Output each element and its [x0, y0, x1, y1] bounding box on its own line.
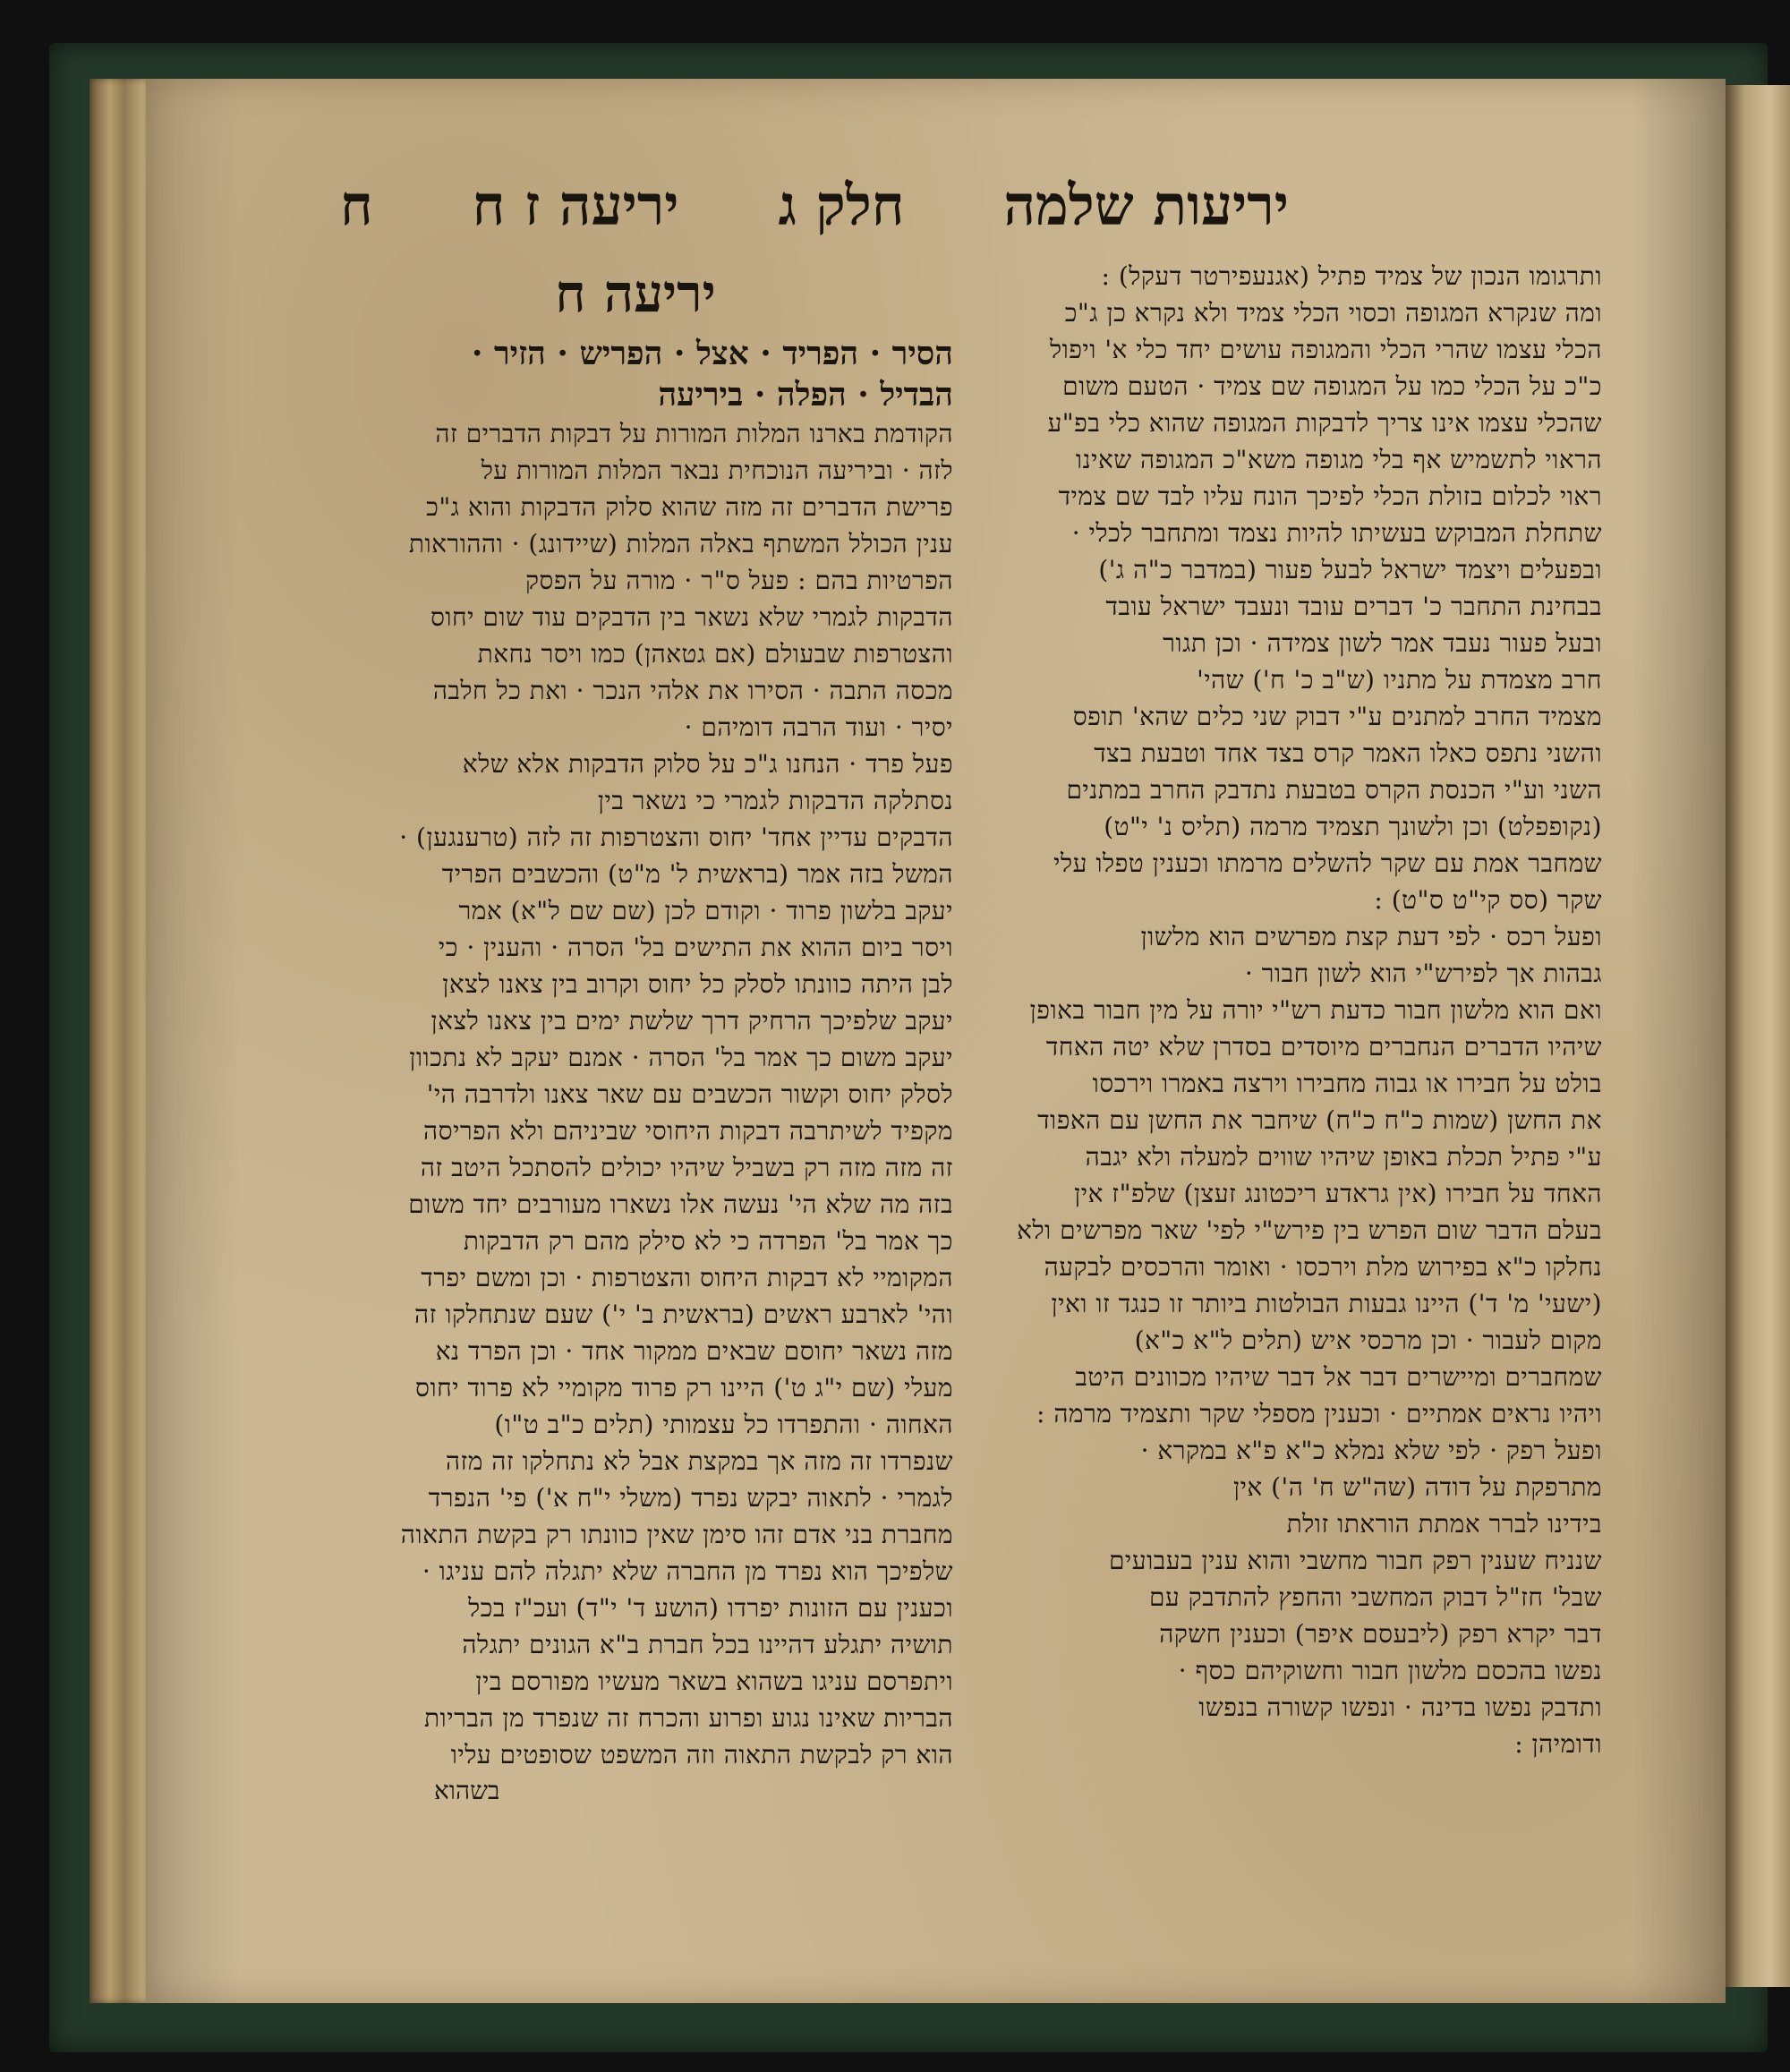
text-line: השני וע"י הכנסת הקרס בטבעת נתדבק החרב במתנים — [1066, 775, 1602, 805]
running-head-letter: ח — [340, 173, 373, 238]
text-line: יעקב משום כך אמר בל' הסרה · אמנם יעקב לא נתכוון — [409, 1043, 953, 1072]
text-line: הדבקות לגמרי שלא נשאר בין הדבקים עוד שום יחוס — [430, 602, 953, 632]
text-line: ובפעלים ויצמד ישראל לבעל פעור (במדבר כ"ה ג') — [1098, 555, 1602, 584]
text-line: והשני נתפס כאלו האמר קרס בצד אחד וטבעת בצד — [1094, 738, 1602, 768]
text-line: בעלם הדבר שום הפרש בין פירש"י לפי' שאר מפרשים ולא — [1017, 1215, 1602, 1245]
text-line: ובעל פעור נעבד אמר לשון צמידה · וכן תגור — [1163, 628, 1602, 658]
text-line: מכסה התבה · הסירו את אלהי הנכר · ואת כל חלבה — [432, 676, 953, 705]
text-line: הפרטיות בהם : פעל ס"ר · מורה על הפסק — [524, 566, 953, 595]
text-line: והי' לארבע ראשים (בראשית ב' י') שעם שנתחלקו זה — [414, 1300, 953, 1329]
text-line: בבחינת התחבר כ' דברים עובד ונעבד ישראל עובד — [1105, 592, 1602, 621]
text-line: ויסר ביום ההוא את התישים בל' הסרה · והענין · כי — [438, 933, 953, 962]
text-line: מתרפקת על דודה (שה"ש ח' ה') אין — [1232, 1472, 1602, 1502]
text-line: שמחבר אמת עם שקר להשלים מרמתו וכענין טפלו עלי — [1053, 848, 1602, 878]
text-line: ואם הוא מלשון חבור כדעת רש"י יורה על מין חבור באופן — [1029, 995, 1602, 1025]
text-line: המשל בזה אמר (בראשית ל' מ"ט) והכשבים הפריד — [441, 859, 953, 889]
text-line: שמחברים ומיישרים דבר אל דבר שיהיו מכוונים היטב — [1075, 1362, 1602, 1392]
text-line: ותדבק נפשו בדינה · ונפשו קשורה בנפשו — [1198, 1693, 1602, 1722]
text-line: האחד על חבירו (אין גראדע ריכטונג זעצן) שלפ"ז אין — [1074, 1179, 1602, 1208]
running-head-entry: יריעה ז ח — [472, 173, 679, 238]
text-line: תושיה יתגלע דהיינו בכל חברת ב"א הגונים יתגלה — [462, 1630, 953, 1659]
section-title: יריעה ח — [555, 263, 716, 324]
text-line: המקומיי לא דבקות היחוס והצטרפות · וכן ומשם יפרד — [421, 1263, 953, 1292]
left-text-column — [318, 258, 953, 1809]
text-line: יעקב שלפיכך הרחיק דרך שלשת ימים בין צאנו לצאן — [430, 1006, 953, 1036]
text-line: בולט על חבירו או גבוה מחבירו וירצה באמרו וירכסו — [1092, 1069, 1602, 1098]
text-line: זה מזה מזה רק בשביל שיהיו יכולים להסתכל היטב זה — [420, 1153, 953, 1182]
text-line: מצמיד החרב למתנים ע"י דבוק שני כלים שהא' תופס — [1072, 702, 1602, 731]
text-line: האחוה · והתפרדו כל עצמותי (תלים כ"ב ט"ו) — [494, 1410, 953, 1439]
text-line: ראוי לכלום בזולת הכלי לפיכך הונח עליו לבד שם צמיד — [1058, 482, 1602, 511]
catchword: בשהוא — [434, 1776, 500, 1805]
text-line: בידינו לברר אמתת הוראתו זולת — [1286, 1509, 1602, 1539]
text-line: פרישת הדברים זה מזה שהוא סלוק הדבקות והוא ג"כ — [426, 492, 953, 522]
text-line: גבהות אך לפירש"י הוא לשון חבור · — [1244, 959, 1602, 988]
text-line: שלפיכך הוא נפרד מן החברה שלא יתגלה להם עניגו · — [422, 1556, 953, 1586]
text-line: (ישעי' מ' ד') היינו גבעות הבולטות ביותר זו כנגד זו ואין — [1051, 1289, 1602, 1318]
facing-page-edge — [1726, 85, 1790, 1987]
text-line: שיהיו הדברים הנחברים מיוסדים בסדרן שלא יטה האחד — [1045, 1032, 1602, 1062]
text-line: נחלקו כ"א בפירוש מלת וירכסו · ואומר והרכסים לבקעה — [1044, 1252, 1602, 1282]
text-line: פעל פרד · הנחנו ג"כ על סלוק הדבקות אלא שלא — [462, 749, 953, 779]
text-line: (נקופפלט) וכן ולשונך תצמיד מרמה (תליס נ' י"ט) — [1104, 812, 1602, 841]
text-line: ופעל רכס · לפי דעת קצת מפרשים הוא מלשון — [1140, 922, 1602, 951]
text-line: הדבקים עדיין אחד' יחוס והצטרפות זה לזה (טרענגען) · — [399, 823, 953, 852]
text-line: שנניח שענין רפק חבור מחשבי והוא ענין בעבועים — [1108, 1546, 1602, 1575]
text-line: לזה · וביריעה הנוכחית נבאר המלות המורות על — [481, 456, 953, 485]
text-line: לגמרי · לתאוה יבקש נפרד (משלי י"ח א') פי' הנפרד — [428, 1483, 953, 1513]
text-line: חרב מצמדת על מתניו (ש"ב כ' ח') שהי' — [1197, 665, 1602, 695]
text-line: ותרגומו הנכון של צמיד פתיל (אגנעפירטר דעקל) : — [1101, 261, 1602, 291]
text-line: ענין הכולל המשתף באלה המלות (שיידונג) · וההוראות — [408, 529, 953, 559]
text-line: נסתלקה הדבקות לגמרי כי נשאר בין — [597, 786, 953, 815]
running-head-title: יריעות שלמה — [1003, 173, 1289, 238]
text-line: ומה שנקרא המגופה וכסוי הכלי צמיד ולא נקרא כן ג"כ — [1064, 298, 1602, 328]
page-edges — [90, 79, 148, 2003]
text-line: מקום לעבור · וכן מרכסי איש (תלים ל"א כ"א) — [1134, 1326, 1602, 1355]
text-line: ע"י פתיל תכלת באופן שיהיו שווים למעלה ולא יגבה — [1085, 1142, 1602, 1172]
text-line: את החשן (שמות כ"ח כ"ח) שיחבר את החשן עם האפוד — [1037, 1105, 1602, 1135]
section-heading-line-1: הסיר · הפריד · אצל · הפריש · הזיר · — [471, 335, 953, 372]
text-line: מחברת בני אדם זהו סימן שאין כוונתו רק בקשת התאוה — [400, 1520, 953, 1549]
text-line: הכלי עצמו שהרי הכלי והמגופה עושים יחד כלי א' ויפול — [1049, 335, 1602, 364]
text-line: לבן היתה כוונתו לסלק כל יחוס וקרוב בין צאנו לצאן — [442, 969, 953, 999]
text-line: מעלי (שם י"ג ט') היינו רק פרוד מקומיי לא פרוד יחוס — [415, 1373, 953, 1403]
text-line: שנפרדו זה מזה אך במקצת אבל לא נתחלקו זה מזה — [445, 1446, 953, 1476]
text-line: כך אמר בל' הפרדה כי לא סילק מהם רק הדבקות — [463, 1226, 953, 1256]
text-line: והצטרפות שבעולם (אם גטאהן) כמו ויסר נחאת — [477, 639, 953, 669]
text-line: הבריות שאינו נגוע ופרוע והכרח זה שנפרד מן הבריות — [423, 1703, 953, 1733]
text-line: כ"כ על הכלי כמו על המגופה שם צמיד · הטעם משום — [1062, 371, 1602, 401]
text-line: יסיר · ועוד הרבה דומיהם · — [684, 712, 953, 742]
text-line: ויתפרסם עניגו בשהוא בשאר מעשיו מפורסם בין — [475, 1667, 953, 1696]
text-line: לסלק יחוס וקשור הכשבים עם שאר צאנו ולדרבה הי' — [426, 1079, 953, 1109]
running-head-part: חלק ג — [778, 173, 905, 238]
text-line: ודומיהן : — [1514, 1729, 1602, 1759]
running-head — [340, 170, 1289, 242]
text-line: וכענין עם הזונות יפרדו (הושע ד' י"ד) ועכ"ז בכל — [468, 1593, 953, 1623]
left-column-lines — [318, 415, 953, 1773]
text-line: ופעל רפק · לפי שלא נמלא כ"א פ"א במקרא · — [1140, 1436, 1602, 1465]
right-text-column — [989, 258, 1602, 1762]
text-line: שבל' חז"ל דבוק המחשבי והחפץ להתדבק עם — [1148, 1582, 1602, 1612]
text-line: שתחלת המבוקש בעשיתו להיות נצמד ומתחבר לכלי · — [1071, 518, 1602, 548]
text-line: יעקב בלשון פרוד · וקודם לכן (שם שם ל"א) אמר — [458, 896, 953, 925]
text-line: מקפיד לשיתרבה דבקות היחוסי שביניהם ולא הפריסה — [423, 1116, 953, 1146]
text-line: דבר יקרא רפק (ליבעסם איפר) וכענין חשקה — [1159, 1619, 1602, 1649]
text-line: הקודמת בארנו המלות המורות על דבקות הדברים זה — [435, 419, 953, 448]
text-line: שהכלי עצמו אינו צריך לדבקות המגופה שהוא כלי בפ"ע — [1047, 408, 1602, 438]
text-line: ויהיו נראים אמתיים · וכענין מספלי שקר ותצמיד מרמה : — [1036, 1399, 1602, 1428]
section-heading-line-2: הבדיל · הפלה · ביריעה — [658, 376, 953, 414]
text-line: נפשו בהכסם מלשון חבור וחשוקיהם כסף · — [1178, 1656, 1602, 1685]
text-line: הוא רק לבקשת התאוה וזה המשפט שסופטים עליו — [450, 1740, 953, 1769]
text-line: בזה מה שלא הי' נעשה אלו נשארו מעורבים יחד משום — [408, 1189, 953, 1219]
text-line: מזה נשאר יחוסם שבאים ממקור אחד · וכן הפרד נא — [435, 1336, 953, 1366]
text-line: הראוי לתשמיש אף בלי מגופה משא"כ המגופה שאינו — [1075, 445, 1602, 474]
text-line: שקר (סס קי"ט ס"ט) : — [1374, 885, 1602, 915]
